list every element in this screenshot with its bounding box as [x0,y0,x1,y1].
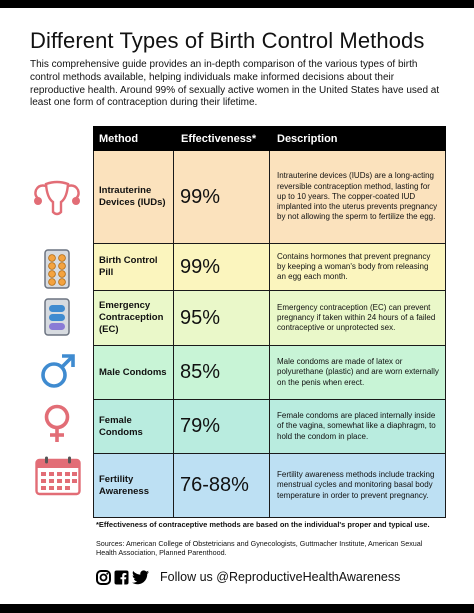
header-method: Method [99,132,139,145]
description-cell: Contains hormones that prevent pregnancy by keeping a woman's body from releasing an egg each month. [277,251,431,282]
sources: Sources: American College of Obstetricians and Gynecologists, Guttmacher Institute, American Sexual Health Association, Planned Parenthood. [96,539,423,557]
description-cell: Emergency contraception (EC) can prevent pregnancy if taken within 24 hours of a failed contraceptive or unprotected sex. [277,302,436,333]
table-row [93,151,446,244]
method-cell: Emergency Contraception (EC) [94,291,174,345]
uterus-icon [30,174,84,218]
effectiveness-cell: 79% [174,400,270,453]
method-cell: Birth Control Pill [94,244,174,290]
intro-paragraph: This comprehensive guide provides an in-depth comparison of the various types of birth control methods available, helping individuals make informed decisions about their reproductive health. Around 99% of sexually active women in the United States have used at least one form of contraception during their lifetime. [30,59,440,109]
header-effectiveness: Effectiveness* [181,132,257,145]
social-icons [96,570,149,590]
effectiveness-cell: 95% [174,291,270,345]
table-header [93,126,446,151]
footnote: *Effectiveness of contraceptive methods are based on the individual's proper and typical use. [96,520,430,529]
method-cell: Intrauterine Devices (IUDs) [94,151,174,243]
description-cell: Intrauterine devices (IUDs) are a long-acting reversible contraception method, lasting for up to 10 years. The copper-coated IUD implanted into the uterus prevents pregnancy by not allowing the sperm to fertilize the egg. [277,171,438,222]
table-row [93,291,446,346]
emergency-pill-icon [44,298,70,336]
female-symbol-icon [40,403,74,443]
effectiveness-cell: 85% [174,346,270,399]
follow-us-text: Follow us @ReproductiveHealthAwareness [160,570,401,584]
top-bar [0,0,474,8]
page-title: Different Types of Birth Control Methods [30,28,425,53]
description-cell: Female condoms are placed internally inside of the vagina, somewhat like a diaphragm, to hold the condom in place. [277,411,436,441]
effectiveness-cell: 76-88% [174,454,270,517]
comparison-table [93,126,446,518]
bottom-bar [0,604,474,613]
header-description: Description [277,132,338,145]
pill-pack-icon [44,249,70,289]
method-cell: Male Condoms [94,346,174,399]
method-cell: Female Condoms [94,400,174,453]
twitter-icon[interactable] [132,570,149,590]
description-cell: Male condoms are made of latex or polyurethane (plastic) and are worn externally on the penis when erect. [277,357,439,387]
table-row [93,244,446,291]
method-cell: Fertility Awareness [94,454,174,517]
facebook-icon[interactable] [114,570,129,590]
instagram-icon[interactable] [96,570,111,590]
effectiveness-cell: 99% [174,244,270,290]
male-symbol-icon [38,351,78,391]
calendar-icon [35,456,81,496]
effectiveness-cell: 99% [174,151,270,243]
table-row [93,454,446,518]
description-cell: Fertility awareness methods include tracking menstrual cycles and monitoring basal body temperature in order to prevent pregnancy. [277,470,435,500]
table-row [93,400,446,454]
table-row [93,346,446,400]
